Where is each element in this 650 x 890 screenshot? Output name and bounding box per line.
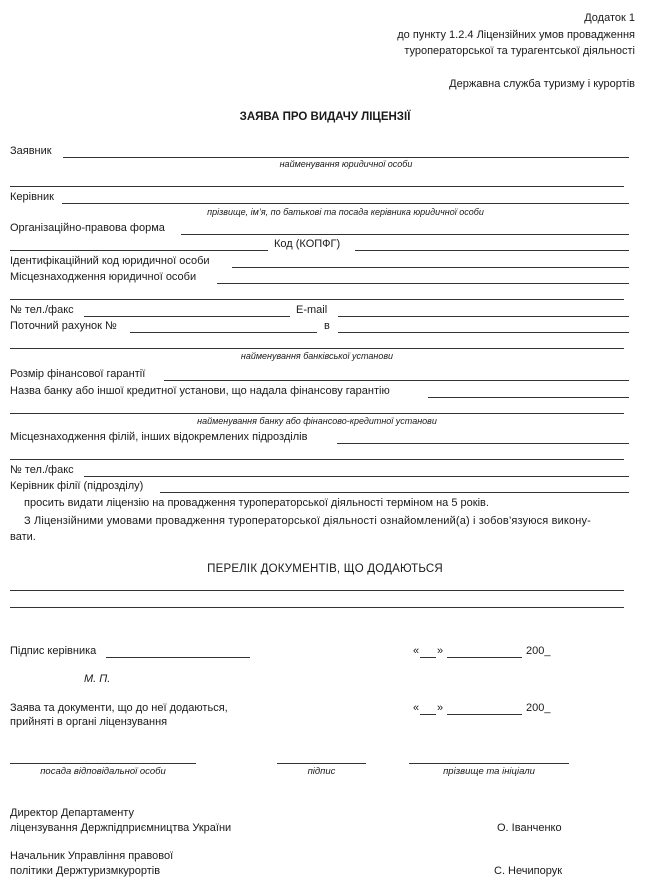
accepted-text-continued: прийняті в органі ліцензування: [10, 716, 168, 728]
accepted-date-year: 200_: [526, 702, 551, 714]
name-caption: прізвище та ініціали: [443, 766, 535, 777]
accepted-text: Заява та документи, що до неї додаються,: [10, 702, 228, 714]
consent-text: З Ліцензійними умовами провадження туроператорської діяльності ознайомлений(а) і зобов’язуюся викону-: [24, 515, 591, 527]
head-input-line[interactable]: [62, 203, 629, 204]
date-close-quote: »: [437, 645, 444, 657]
date-year: 200_: [526, 645, 551, 657]
phone-fax-input-line[interactable]: [84, 316, 290, 317]
bank-caption: найменування банківської установи: [240, 351, 394, 361]
documents-input-line[interactable]: [10, 607, 624, 608]
annex-label: Додаток 1: [584, 12, 635, 24]
consent-text-continued: вати.: [10, 531, 36, 543]
date-month-line[interactable]: [447, 657, 522, 658]
official-name-line[interactable]: [409, 763, 569, 764]
branch-phone-label: № тел./факс: [10, 464, 74, 476]
org-form-input-line-2[interactable]: [10, 250, 268, 251]
documents-input-line[interactable]: [10, 590, 624, 591]
date-open-quote: «: [413, 645, 420, 657]
branches-input-line[interactable]: [337, 443, 629, 444]
email-label: E-mail: [296, 304, 328, 316]
phone-fax-label: № тел./факс: [10, 304, 74, 316]
guarantee-bank-input-line[interactable]: [428, 397, 629, 398]
location-input-line-2[interactable]: [10, 299, 624, 300]
org-form-label: Організаційно-правова форма: [10, 222, 165, 234]
official-title: Начальник Управління правової: [10, 850, 174, 862]
guarantee-bank-caption: найменування банку або фінансово-кредитної установи: [197, 416, 437, 426]
applicant-caption: найменування юридичної особи: [279, 159, 413, 169]
accepted-date-day-line[interactable]: [420, 714, 436, 715]
signature-caption: підпис: [307, 766, 336, 777]
account-input-line[interactable]: [130, 332, 317, 333]
branch-head-label: Керівник філії (підрозділу): [10, 480, 144, 492]
guarantee-label: Розмір фінансової гарантії: [10, 368, 146, 380]
kopfg-input-line[interactable]: [355, 250, 629, 251]
bank-input-line[interactable]: [338, 332, 629, 333]
account-label: Поточний рахунок №: [10, 320, 117, 332]
branches-input-line-2[interactable]: [10, 459, 624, 460]
branches-label: Місцезнаходження філій, інших відокремлених підрозділів: [10, 431, 308, 443]
org-form-input-line[interactable]: [181, 234, 629, 235]
head-signature-label: Підпис керівника: [10, 645, 97, 657]
accepted-date-open-quote: «: [413, 702, 420, 714]
applicant-input-line-2[interactable]: [10, 186, 624, 187]
guarantee-bank-input-line-2[interactable]: [10, 413, 624, 414]
head-label: Керівник: [10, 191, 54, 203]
accepted-date-month-line[interactable]: [447, 714, 522, 715]
email-input-line[interactable]: [338, 316, 629, 317]
annex-reference-line: до пункту 1.2.4 Ліцензійних умов провадження: [397, 29, 635, 41]
guarantee-bank-label: Назва банку або іншої кредитної установи, що надала фінансову гарантію: [10, 385, 390, 397]
authority-name: Державна служба туризму і курортів: [449, 78, 635, 90]
id-code-input-line[interactable]: [232, 267, 629, 268]
official-position-line[interactable]: [10, 763, 196, 764]
applicant-input-line[interactable]: [63, 157, 629, 158]
position-caption: посада відповідальної особи: [40, 766, 166, 777]
applicant-label: Заявник: [10, 145, 52, 157]
head-caption: прізвище, ім’я, по батькові та посада керівника юридичної особи: [207, 207, 484, 217]
documents-heading: ПЕРЕЛІК ДОКУМЕНТІВ, ЩО ДОДАЮТЬСЯ: [207, 563, 443, 575]
official-name: О. Іванченко: [497, 822, 562, 834]
branch-phone-input-line[interactable]: [84, 476, 629, 477]
kopfg-label: Код (КОПФГ): [274, 238, 341, 250]
bank-input-line-2[interactable]: [10, 348, 624, 349]
accepted-date-close-quote: »: [437, 702, 444, 714]
branch-head-input-line[interactable]: [160, 492, 629, 493]
date-day-line[interactable]: [420, 657, 436, 658]
official-name: С. Нечипорук: [494, 865, 563, 877]
guarantee-input-line[interactable]: [164, 380, 629, 381]
stamp-place-label: М. П.: [84, 673, 111, 685]
annex-reference-line: туроператорської та турагентської діяльності: [404, 45, 635, 57]
official-title-continued: політики Держтуризмкурортів: [10, 865, 161, 877]
official-title-continued: ліцензування Держпідприємництва України: [10, 822, 232, 834]
location-label: Місцезнаходження юридичної особи: [10, 271, 197, 283]
request-text: просить видати ліцензію на провадження туроператорської діяльності терміном на 5 років.: [24, 497, 489, 509]
official-title: Директор Департаменту: [10, 807, 134, 819]
head-signature-line[interactable]: [106, 657, 250, 658]
official-signature-line[interactable]: [277, 763, 366, 764]
bank-in-label: в: [324, 320, 330, 332]
location-input-line[interactable]: [217, 283, 629, 284]
page-title: ЗАЯВА ПРО ВИДАЧУ ЛІЦЕНЗІЇ: [239, 111, 411, 123]
id-code-label: Ідентифікаційний код юридичної особи: [10, 255, 210, 267]
